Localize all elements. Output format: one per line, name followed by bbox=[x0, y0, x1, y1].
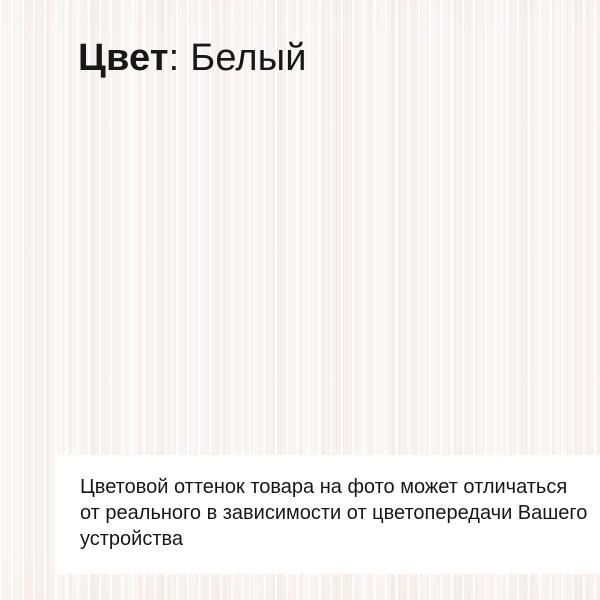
color-value-label: Белый bbox=[190, 37, 307, 79]
disclaimer-panel bbox=[57, 455, 600, 574]
disclaimer-line: от реального в зависимости от цветопередачи Вашего bbox=[80, 502, 588, 524]
disclaimer-line: Цветовой оттенок товара на фото может отличаться bbox=[80, 476, 568, 498]
color-attribute-label: Цвет bbox=[78, 37, 169, 79]
disclaimer-line: устройства bbox=[80, 528, 184, 550]
color-title-separator: : bbox=[168, 37, 191, 79]
color-title bbox=[78, 38, 307, 80]
